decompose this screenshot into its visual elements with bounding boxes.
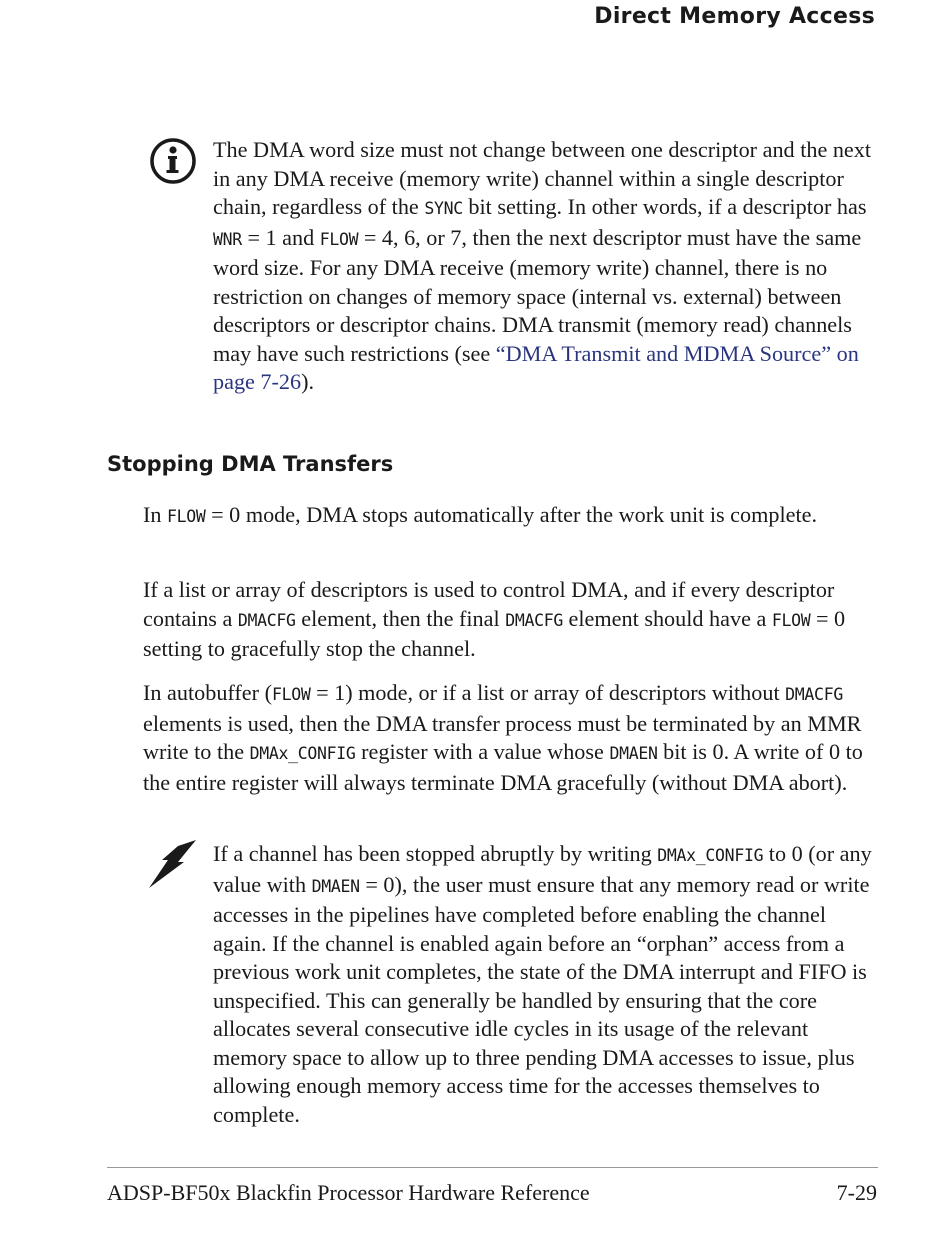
- info-icon: [148, 136, 198, 186]
- running-header: Direct Memory Access: [594, 4, 875, 29]
- code-sync: SYNC: [424, 199, 463, 218]
- paragraph-autobuffer: In autobuffer (FLOW = 1) mode, or if a list or array of descriptors without DMACFG elements is used, then the DMA transfer process must be terminated by an MMR write to the DMAx_CONFIG register with a value whose DMAEN bit is 0. A write of 0 to the entire register will always terminate DMA gracefully (without DMA abort).: [143, 680, 863, 795]
- cross-reference-link[interactable]: “DMA Transmit and MDMA Source” on page 7-26: [213, 340, 859, 394]
- footer-page-number: 7-29: [836, 1180, 877, 1205]
- paragraph-descriptor-list: If a list or array of descriptors is used to control DMA, and if every descriptor contains a DMACFG element, then the final DMACFG element should have a FLOW = 0 setting to gracefully stop the channel.: [143, 577, 846, 661]
- warning-note-text: If a channel has been stopped abruptly by writing DMAx_CONFIG to 0 (or any value with DMAEN = 0), the user must ensure that any memory read or write accesses in the pipelines have completed before enabling the channel again. If the channel is enabled again before an “orphan” access from a previous work unit completes, the state of the DMA interrupt and FIFO is unspecified. This can generally be handled by ensuring that the core allocates several consecutive idle cycles in its usage of the relevant memory space to allow up to three pending DMA accesses to issue, plus allowing enough memory access time for the accesses themselves to complete.: [213, 841, 872, 1127]
- lightning-warning-icon: [148, 840, 198, 890]
- footer-book-title: ADSP-BF50x Blackfin Processor Hardware Reference: [107, 1180, 590, 1205]
- info-note-text: The DMA word size must not change between one descriptor and the next in any DMA receive (memory write) channel within a single descriptor chain, regardless of the SYNC bit setting. In other words, if a descriptor has WNR = 1 and FLOW = 4, 6, or 7, then the next descriptor must have the same word size. For any DMA receive (memory write) channel, there is no restriction on changes of memory space (internal vs. external) between descriptors or descriptor chains. DMA transmit (memory read) channels may have such restrictions (see “DMA Transmit and MDMA Source” on page 7-26).: [213, 137, 872, 394]
- code-wnr: WNR: [213, 229, 242, 249]
- code-flow: FLOW: [319, 229, 359, 249]
- paragraph-flow-zero: In FLOW = 0 mode, DMA stops automatically after the work unit is complete.: [143, 502, 818, 527]
- section-heading: Stopping DMA Transfers: [107, 452, 394, 476]
- footer-divider: [107, 1167, 878, 1168]
